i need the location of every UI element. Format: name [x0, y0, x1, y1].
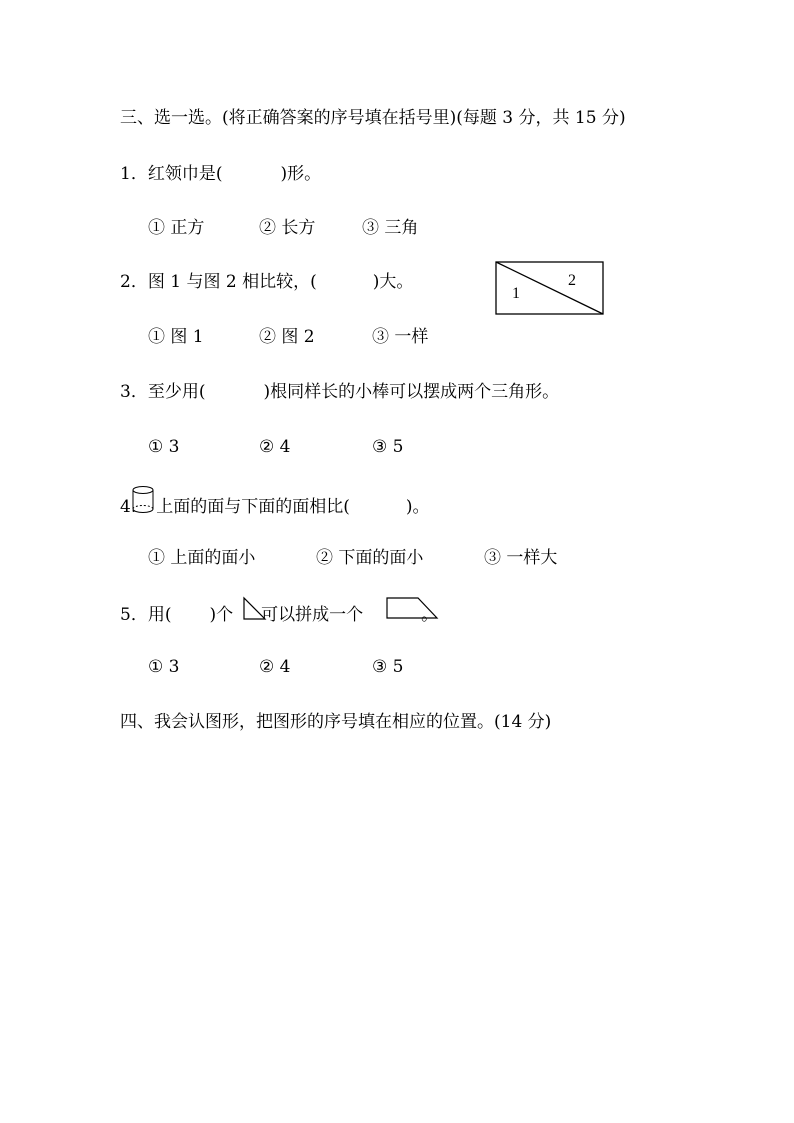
section-4-heading: 四、我会认图形，把图形的序号填在相应的位置。(14 分) — [120, 712, 552, 732]
question-number: 4. — [120, 497, 137, 517]
option-a[interactable]: ① 正方 — [148, 218, 205, 238]
option-c[interactable]: ③ 三角 — [362, 218, 419, 238]
option-c[interactable]: ③ 5 — [372, 437, 404, 457]
option-a[interactable]: ① 图 1 — [148, 327, 204, 347]
question-2 — [120, 272, 413, 292]
question-1 — [120, 164, 321, 184]
question-number: 2． — [120, 272, 148, 292]
figure-label-1: 1 — [512, 285, 520, 302]
question-text-after-blank: )大。 — [372, 272, 414, 292]
option-b[interactable]: ② 下面的面小 — [316, 548, 424, 568]
option-b[interactable]: ② 图 2 — [259, 327, 315, 347]
question-text-middle: )个 — [209, 605, 234, 625]
option-b[interactable]: ② 4 — [259, 657, 291, 677]
question-number: 5． — [120, 605, 148, 625]
option-c[interactable]: ③ 一样 — [372, 327, 429, 347]
question-number: 3． — [120, 382, 148, 402]
question-text-after-blank: )根同样长的小棒可以摆成两个三角形。 — [263, 382, 560, 402]
question-text-before-blank: 至少用( — [147, 382, 206, 402]
option-b[interactable]: ② 4 — [259, 437, 291, 457]
option-a[interactable]: ① 上面的面小 — [148, 548, 256, 568]
section-3-heading: 三、选一选。(将正确答案的序号填在括号里)(每题 3 分，共 15 分) — [120, 108, 626, 128]
question-text-after-blank: )。 — [405, 497, 430, 517]
question-text-after-blank: )形。 — [280, 164, 322, 184]
question-text-before-blank: 图 1 与图 2 相比较，( — [147, 272, 317, 292]
question-text-after-blank: 。 — [421, 605, 439, 625]
figure-label-2: 2 — [568, 272, 576, 289]
trapezoid-icon — [384, 596, 440, 622]
question-3 — [120, 382, 559, 402]
option-a[interactable]: ① 3 — [148, 657, 180, 677]
question-text-middle-2: 可以拼成一个 — [261, 605, 364, 625]
right-triangle-icon — [242, 596, 268, 622]
cylinder-icon — [131, 485, 155, 515]
question-4 — [120, 497, 430, 517]
question-number: 1． — [120, 164, 148, 184]
question-text-before-blank: 用( — [147, 605, 172, 625]
option-b[interactable]: ② 长方 — [259, 218, 316, 238]
option-c[interactable]: ③ 5 — [372, 657, 404, 677]
question-text-before-blank: 上面的面与下面的面相比( — [156, 497, 350, 517]
question-text-before-blank: 红领巾是( — [147, 164, 223, 184]
option-c[interactable]: ③ 一样大 — [484, 548, 558, 568]
rectangle-diagonal-figure — [495, 261, 605, 316]
option-a[interactable]: ① 3 — [148, 437, 180, 457]
